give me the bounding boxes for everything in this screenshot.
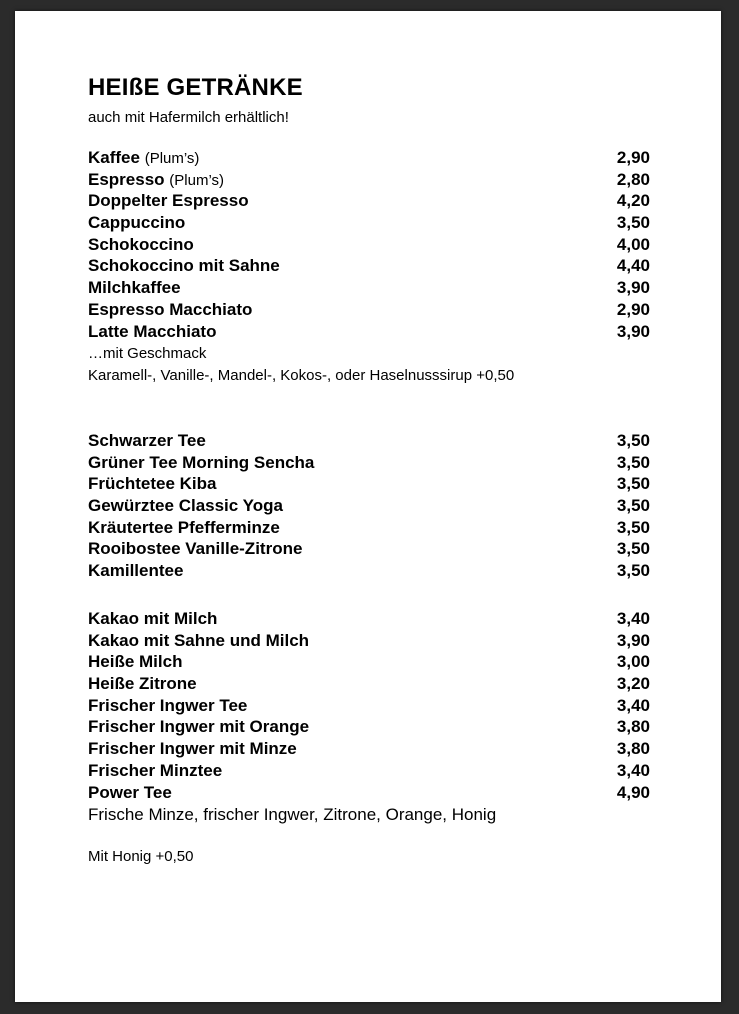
menu-item bbox=[88, 322, 650, 344]
menu-item bbox=[88, 235, 650, 257]
page-subtitle: auch mit Hafermilch erhältlich! bbox=[88, 109, 289, 126]
menu-item bbox=[88, 561, 650, 583]
menu-item bbox=[88, 300, 650, 322]
menu-item bbox=[88, 739, 650, 761]
menu-item bbox=[88, 496, 650, 518]
menu-item bbox=[88, 278, 650, 300]
item-price: 3,50 bbox=[616, 431, 650, 450]
item-price: 3,50 bbox=[616, 496, 650, 516]
item-price: 3,50 bbox=[616, 452, 650, 472]
menu-item bbox=[88, 431, 650, 453]
item-price: 4,90 bbox=[616, 782, 650, 802]
item-name: Früchtetee Kiba bbox=[88, 474, 217, 494]
item-price: 2,90 bbox=[616, 299, 650, 319]
item-name: Heiße Milch bbox=[88, 652, 183, 672]
item-name: Schokoccino bbox=[88, 234, 194, 254]
menu-item bbox=[88, 696, 650, 718]
item-price: 4,40 bbox=[616, 256, 650, 276]
item-name: Frischer Ingwer mit Orange bbox=[88, 717, 310, 737]
menu-item bbox=[88, 631, 650, 653]
item-price: 3,40 bbox=[616, 760, 650, 780]
item-price: 2,80 bbox=[616, 169, 650, 189]
menu-item bbox=[88, 148, 650, 170]
menu-item bbox=[88, 453, 650, 475]
item-price: 3,50 bbox=[616, 517, 650, 537]
item-name: Heiße Zitrone bbox=[88, 674, 197, 694]
menu-item bbox=[88, 652, 650, 674]
item-name: Gewürztee Classic Yoga bbox=[88, 496, 283, 516]
item-name: Frischer Minztee bbox=[88, 760, 223, 780]
honey-note: Mit Honig +0,50 bbox=[88, 848, 194, 866]
item-name: Espresso bbox=[88, 169, 165, 189]
menu-item bbox=[88, 761, 650, 783]
item-name: Doppelter Espresso bbox=[88, 191, 249, 211]
menu-item bbox=[88, 518, 650, 540]
flavor-heading: …mit Geschmack bbox=[88, 345, 207, 363]
item-price: 3,50 bbox=[616, 561, 650, 581]
menu-page bbox=[15, 11, 721, 1002]
item-price: 3,90 bbox=[616, 278, 650, 298]
menu-item bbox=[88, 609, 650, 631]
item-price: 3,90 bbox=[616, 630, 650, 650]
page-title: HEIßE GETRÄNKE bbox=[88, 74, 303, 101]
item-price: 3,50 bbox=[616, 539, 650, 559]
tea-section bbox=[88, 431, 650, 583]
item-price: 3,40 bbox=[616, 609, 650, 628]
menu-item bbox=[88, 256, 650, 278]
item-name: Latte Macchiato bbox=[88, 321, 217, 341]
item-name: Schwarzer Tee bbox=[88, 431, 206, 450]
item-price: 3,50 bbox=[616, 474, 650, 494]
item-name: Espresso Macchiato bbox=[88, 299, 253, 319]
menu-item bbox=[88, 783, 650, 805]
item-price: 3,40 bbox=[616, 695, 650, 715]
item-name: Frischer Ingwer mit Minze bbox=[88, 739, 297, 759]
item-name: Grüner Tee Morning Sencha bbox=[88, 452, 315, 472]
power-tea-description: Frische Minze, frischer Ingwer, Zitrone, Orange, Honig bbox=[88, 805, 497, 825]
item-price: 3,00 bbox=[616, 652, 650, 672]
item-name: Schokoccino mit Sahne bbox=[88, 256, 280, 276]
item-price: 4,00 bbox=[616, 234, 650, 254]
item-price: 3,20 bbox=[616, 674, 650, 694]
item-price: 3,90 bbox=[616, 321, 650, 341]
item-name: Power Tee bbox=[88, 782, 172, 802]
menu-item bbox=[88, 170, 650, 192]
menu-item bbox=[88, 539, 650, 561]
item-price: 3,80 bbox=[616, 739, 650, 759]
item-name: Milchkaffee bbox=[88, 278, 181, 298]
item-name: Kamillentee bbox=[88, 561, 184, 581]
item-price: 3,50 bbox=[616, 213, 650, 233]
item-name: Kakao mit Milch bbox=[88, 609, 218, 628]
item-name: Kräutertee Pfefferminze bbox=[88, 517, 280, 537]
item-name: Frischer Ingwer Tee bbox=[88, 695, 248, 715]
menu-item bbox=[88, 213, 650, 235]
item-price: 4,20 bbox=[616, 191, 650, 211]
menu-item bbox=[88, 674, 650, 696]
item-price: 3,80 bbox=[616, 717, 650, 737]
item-name: Cappuccino bbox=[88, 213, 186, 233]
other-drinks-section bbox=[88, 609, 650, 868]
item-name: Kaffee bbox=[88, 148, 140, 167]
item-price: 2,90 bbox=[616, 148, 650, 167]
menu-item bbox=[88, 191, 650, 213]
item-name: Kakao mit Sahne und Milch bbox=[88, 630, 310, 650]
item-name: Rooibostee Vanille-Zitrone bbox=[88, 539, 303, 559]
item-note: (Plum’s) bbox=[169, 171, 225, 189]
item-note: (Plum’s) bbox=[144, 150, 200, 167]
flavor-options: Karamell-, Vanille-, Mandel-, Kokos-, oder Haselnusssirup +0,50 bbox=[88, 367, 515, 385]
menu-item bbox=[88, 474, 650, 496]
coffee-section bbox=[88, 148, 650, 387]
menu-item bbox=[88, 717, 650, 739]
